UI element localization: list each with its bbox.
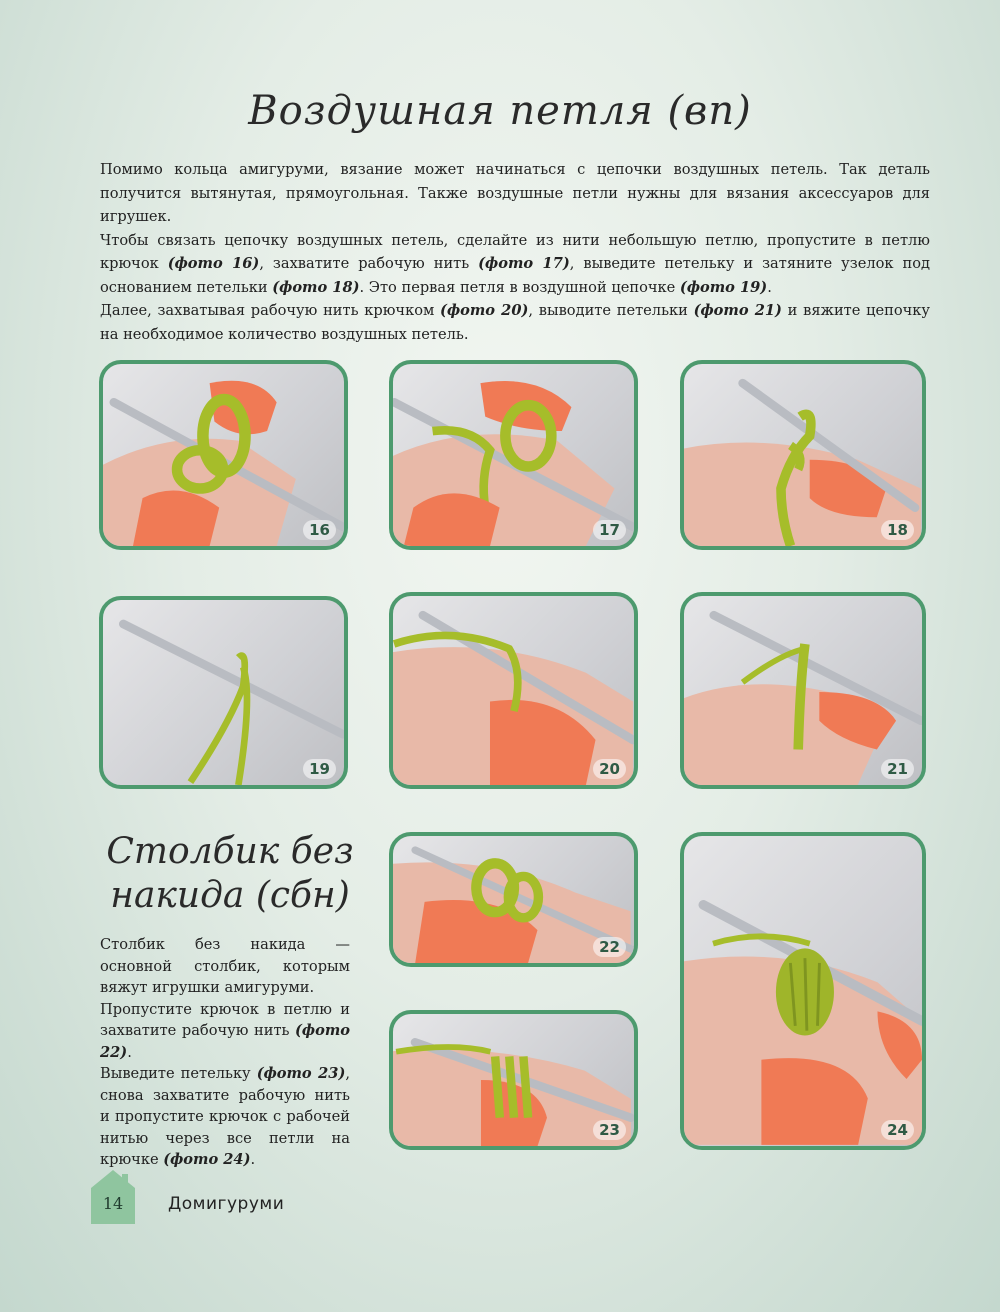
subtitle-line-1: Столбик без <box>106 831 354 872</box>
section-subtitle <box>100 830 360 918</box>
photo-number: 23 <box>593 1120 626 1140</box>
photo-19 <box>99 596 348 789</box>
crochet-photo-illustration <box>684 364 922 546</box>
page-number: 14 <box>102 1194 124 1213</box>
footer-book-title: Домигуруми <box>168 1194 285 1214</box>
subtitle-line-2: накида (сбн) <box>110 875 350 916</box>
sc-instructions <box>100 934 350 1171</box>
photo-number: 16 <box>303 520 336 540</box>
crochet-photo-illustration <box>103 600 344 785</box>
photo-number: 21 <box>881 759 914 779</box>
photo-21 <box>680 592 926 789</box>
crochet-photo-illustration <box>103 364 344 546</box>
photo-16 <box>99 360 348 550</box>
photo-number: 20 <box>593 759 626 779</box>
sc-paragraph-3: Выведите петельку (фото 23), снова захватите рабочую нить и пропустите крючок с рабочей нитью через все петли на крючке (фото 24). <box>100 1065 350 1168</box>
crochet-photo-illustration <box>684 836 922 1146</box>
photo-number: 17 <box>593 520 626 540</box>
photo-24 <box>680 832 926 1150</box>
intro-paragraph-2: Чтобы связать цепочку воздушных петель, сделайте из нити небольшую петлю, пропустите в петлю крючок (фото 16), захватите рабочую нить (фото 17), выведите петельку и затяните узелок под основанием петельки (фото 18). Это первая петля в воздушной цепочке (фото 19). <box>100 231 930 296</box>
sc-paragraph-1: Столбик без накида — основной столбик, которым вяжут игрушки амигуруми. <box>100 936 350 996</box>
photo-17 <box>389 360 638 550</box>
crochet-photo-illustration <box>393 596 634 785</box>
photo-23 <box>389 1010 638 1150</box>
photo-number: 19 <box>303 759 336 779</box>
photo-22 <box>389 832 638 967</box>
intro-text <box>100 158 930 346</box>
sc-paragraph-2: Пропустите крючок в петлю и захватите рабочую нить (фото 22). <box>100 1000 350 1061</box>
crochet-photo-illustration <box>684 596 922 785</box>
intro-paragraph-1: Помимо кольца амигуруми, вязание может начинаться с цепочки воздушных петель. Так деталь получится вытянутая, прямоугольная. Также воздушные петли нужны для вязания аксессуаров для игрушек. <box>100 161 930 225</box>
page-number-badge <box>90 1168 136 1224</box>
crochet-photo-illustration <box>393 364 634 546</box>
photo-18 <box>680 360 926 550</box>
photo-number: 24 <box>881 1120 914 1140</box>
photo-number: 22 <box>593 937 626 957</box>
page-title: Воздушная петля (вп) <box>248 88 752 134</box>
photo-number: 18 <box>881 520 914 540</box>
intro-paragraph-3: Далее, захватывая рабочую нить крючком (фото 20), выводите петельки (фото 21) и вяжите цепочку на необходимое количество воздушных петель. <box>100 302 930 343</box>
photo-20 <box>389 592 638 789</box>
